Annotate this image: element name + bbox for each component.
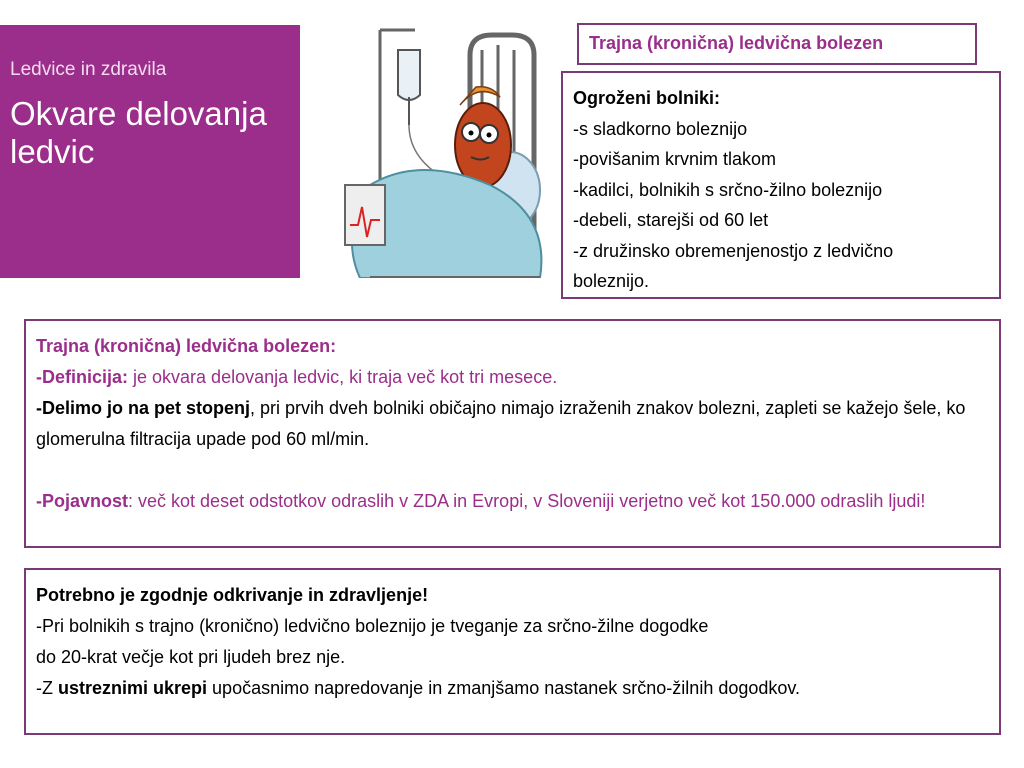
need-line: -Z ustreznimi ukrepi upočasnimo napredovanje in zmanjšamo nastanek srčno-žilnih dogodkov. [36, 678, 801, 698]
definition-heading: Trajna (kronična) ledvična bolezen: [36, 336, 337, 356]
need-line: do 20-krat večje kot pri ljudeh brez nje. [36, 647, 346, 667]
risk-item: -debeli, starejši od 60 let [573, 210, 769, 230]
banner-title [10, 95, 310, 171]
banner-title-line-1: Okvare delovanja [10, 95, 267, 132]
kidney-patient-illustration [300, 25, 551, 278]
header-title: Trajna (kronična) ledvična bolezen [577, 23, 977, 65]
risk-heading: Ogroženi bolniki: [573, 88, 720, 108]
early-detection-box [24, 568, 1001, 735]
stages-line: -Delimo jo na pet stopenj, pri prvih dveh bolniki običajno nimajo izraženih znakov bolezni, zapleti se kažejo šele, ko glomerulna filtracija upade pod 60 ml/min. [36, 398, 966, 449]
banner-image [0, 25, 551, 278]
risk-groups-box [561, 71, 1001, 299]
risk-item: -povišanim krvnim tlakom [573, 149, 777, 169]
definition-line: -Definicija: je okvara delovanja ledvic, ki traja več kot tri mesece. [36, 367, 558, 387]
risk-item: -z družinsko obremenjenostjo z ledvično [573, 240, 894, 261]
risk-item: -kadilci, bolnikih s srčno-žilno boleznijo [573, 179, 883, 200]
risk-item: boleznijo. [573, 271, 650, 291]
need-heading: Potrebno je zgodnje odkrivanje in zdravljenje! [36, 585, 429, 605]
need-line: -Pri bolnikih s trajno (kronično) ledvično boleznijo je tveganje za srčno-žilne dogodke [36, 616, 709, 636]
iv-bag [398, 50, 420, 100]
banner-title-line-2: ledvic [10, 133, 95, 170]
definition-box [24, 319, 1001, 548]
heart-monitor [345, 185, 385, 245]
kidney-character [455, 103, 511, 187]
banner-subtitle: Ledvice in zdravila [10, 59, 167, 80]
risk-item: -s sladkorno boleznijo [573, 118, 748, 139]
prevalence-line: -Pojavnost: več kot deset odstotkov odraslih v ZDA in Evropi, v Sloveniji verjetno več kot 150.000 odraslih ljudi! [36, 491, 926, 511]
